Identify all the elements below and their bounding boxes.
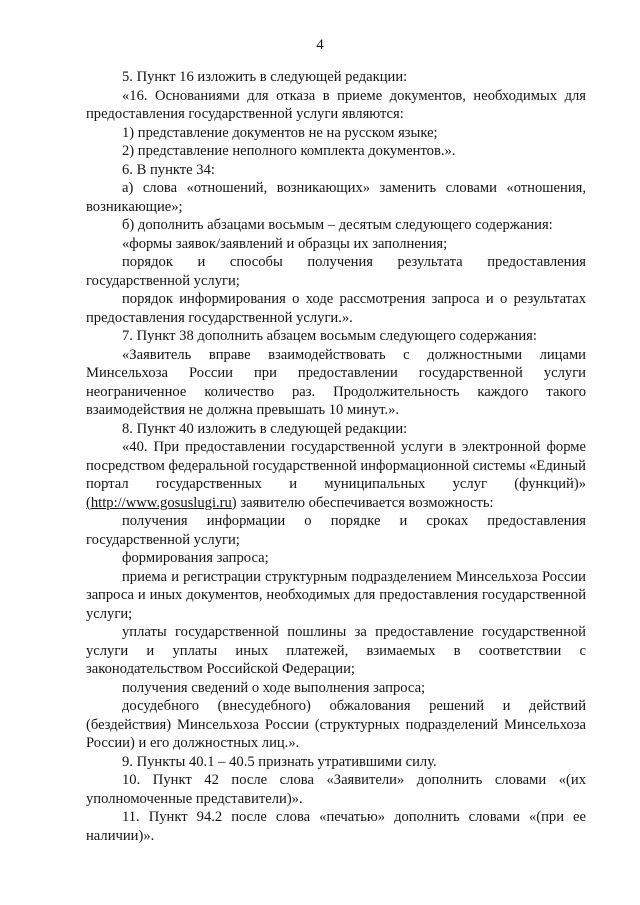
paragraph-9: 9. Пункты 40.1 – 40.5 признать утратившими силу. [122, 753, 437, 770]
document-body [86, 68, 586, 845]
capability-appeal: досудебного (внесудебного) обжалования решений и действий (бездействия) Минсельхоза России (структурных подразделений Минсельхоза России) и его должностных лиц.». [86, 698, 586, 751]
subitem-b: б) дополнить абзацами восьмым – десятым следующего содержания: [122, 217, 553, 233]
paragraph-7-heading: 7. Пункт 38 дополнить абзацем восьмым следующего содержания: [122, 328, 537, 344]
paragraph-interaction: «Заявитель вправе взаимодействовать с должностными лицами Минсельхоза России при предоставлении государственной услуги неограниченное количество раз. Продолжительность каждого такого взаимодействия не должна превышать 10 минут.». [86, 346, 586, 418]
paragraph-10: 10. Пункт 42 после слова «Заявители» дополнить словами «(их уполномоченные представители)». [86, 772, 586, 807]
paragraph-16-grounds: «16. Основаниями для отказа в приеме документов, необходимых для предоставления государственной услуги являются: [86, 87, 586, 122]
paragraph-5-heading: 5. Пункт 16 изложить в следующей редакции: [122, 69, 408, 85]
added-paragraph-procedure: порядок и способы получения результата предоставления государственной услуги; [86, 254, 586, 289]
paragraph-40-text-after: заявителю обеспечивается возможность: [236, 494, 494, 511]
paragraph-40-electronic [86, 438, 586, 512]
paragraph-11: 11. Пункт 94.2 после слова «печатью» дополнить словами «(при ее наличии)». [86, 809, 586, 844]
capability-registration: приема и регистрации структурным подразделением Минсельхоза России запроса и иных документов, необходимых для предоставления государственной услуги; [86, 568, 586, 622]
subitem-a: а) слова «отношений, возникающих» заменить словами «отношения, возникающие»; [86, 180, 586, 215]
added-paragraph-forms: «формы заявок/заявлений и образцы их заполнения; [122, 235, 448, 252]
capability-request-forming: формирования запроса; [122, 550, 269, 566]
list-item-1: 1) представление документов не на русском языке; [122, 124, 438, 141]
paragraph-6-heading: 6. В пункте 34: [122, 161, 215, 178]
paragraph-40-text-before: «40. При предоставлении государственной услуги в электронной форме посредством федеральной государственной информационной системы «Единый портал государственных и муниципальных услуг (функций)» [86, 439, 586, 492]
added-paragraph-informing: порядок информирования о ходе рассмотрения запроса и о результатах предоставления государственной услуги.». [86, 291, 586, 326]
paragraph-8-heading: 8. Пункт 40 изложить в следующей редакции: [122, 420, 408, 437]
gosuslugi-link[interactable]: (http://www.gosuslugi.ru) [86, 494, 237, 511]
list-item-2: 2) представление неполного комплекта документов.». [122, 143, 456, 159]
capability-information: получения информации о порядке и сроках предоставления государственной услуги; [86, 513, 586, 548]
page-number: 4 [316, 37, 324, 53]
capability-payment: уплаты государственной пошлины за предоставление государственной услуги и уплаты иных платежей, взимаемых в соответствии с законодательством Российской Федерации; [86, 624, 586, 677]
capability-status: получения сведений о ходе выполнения запроса; [122, 679, 426, 696]
